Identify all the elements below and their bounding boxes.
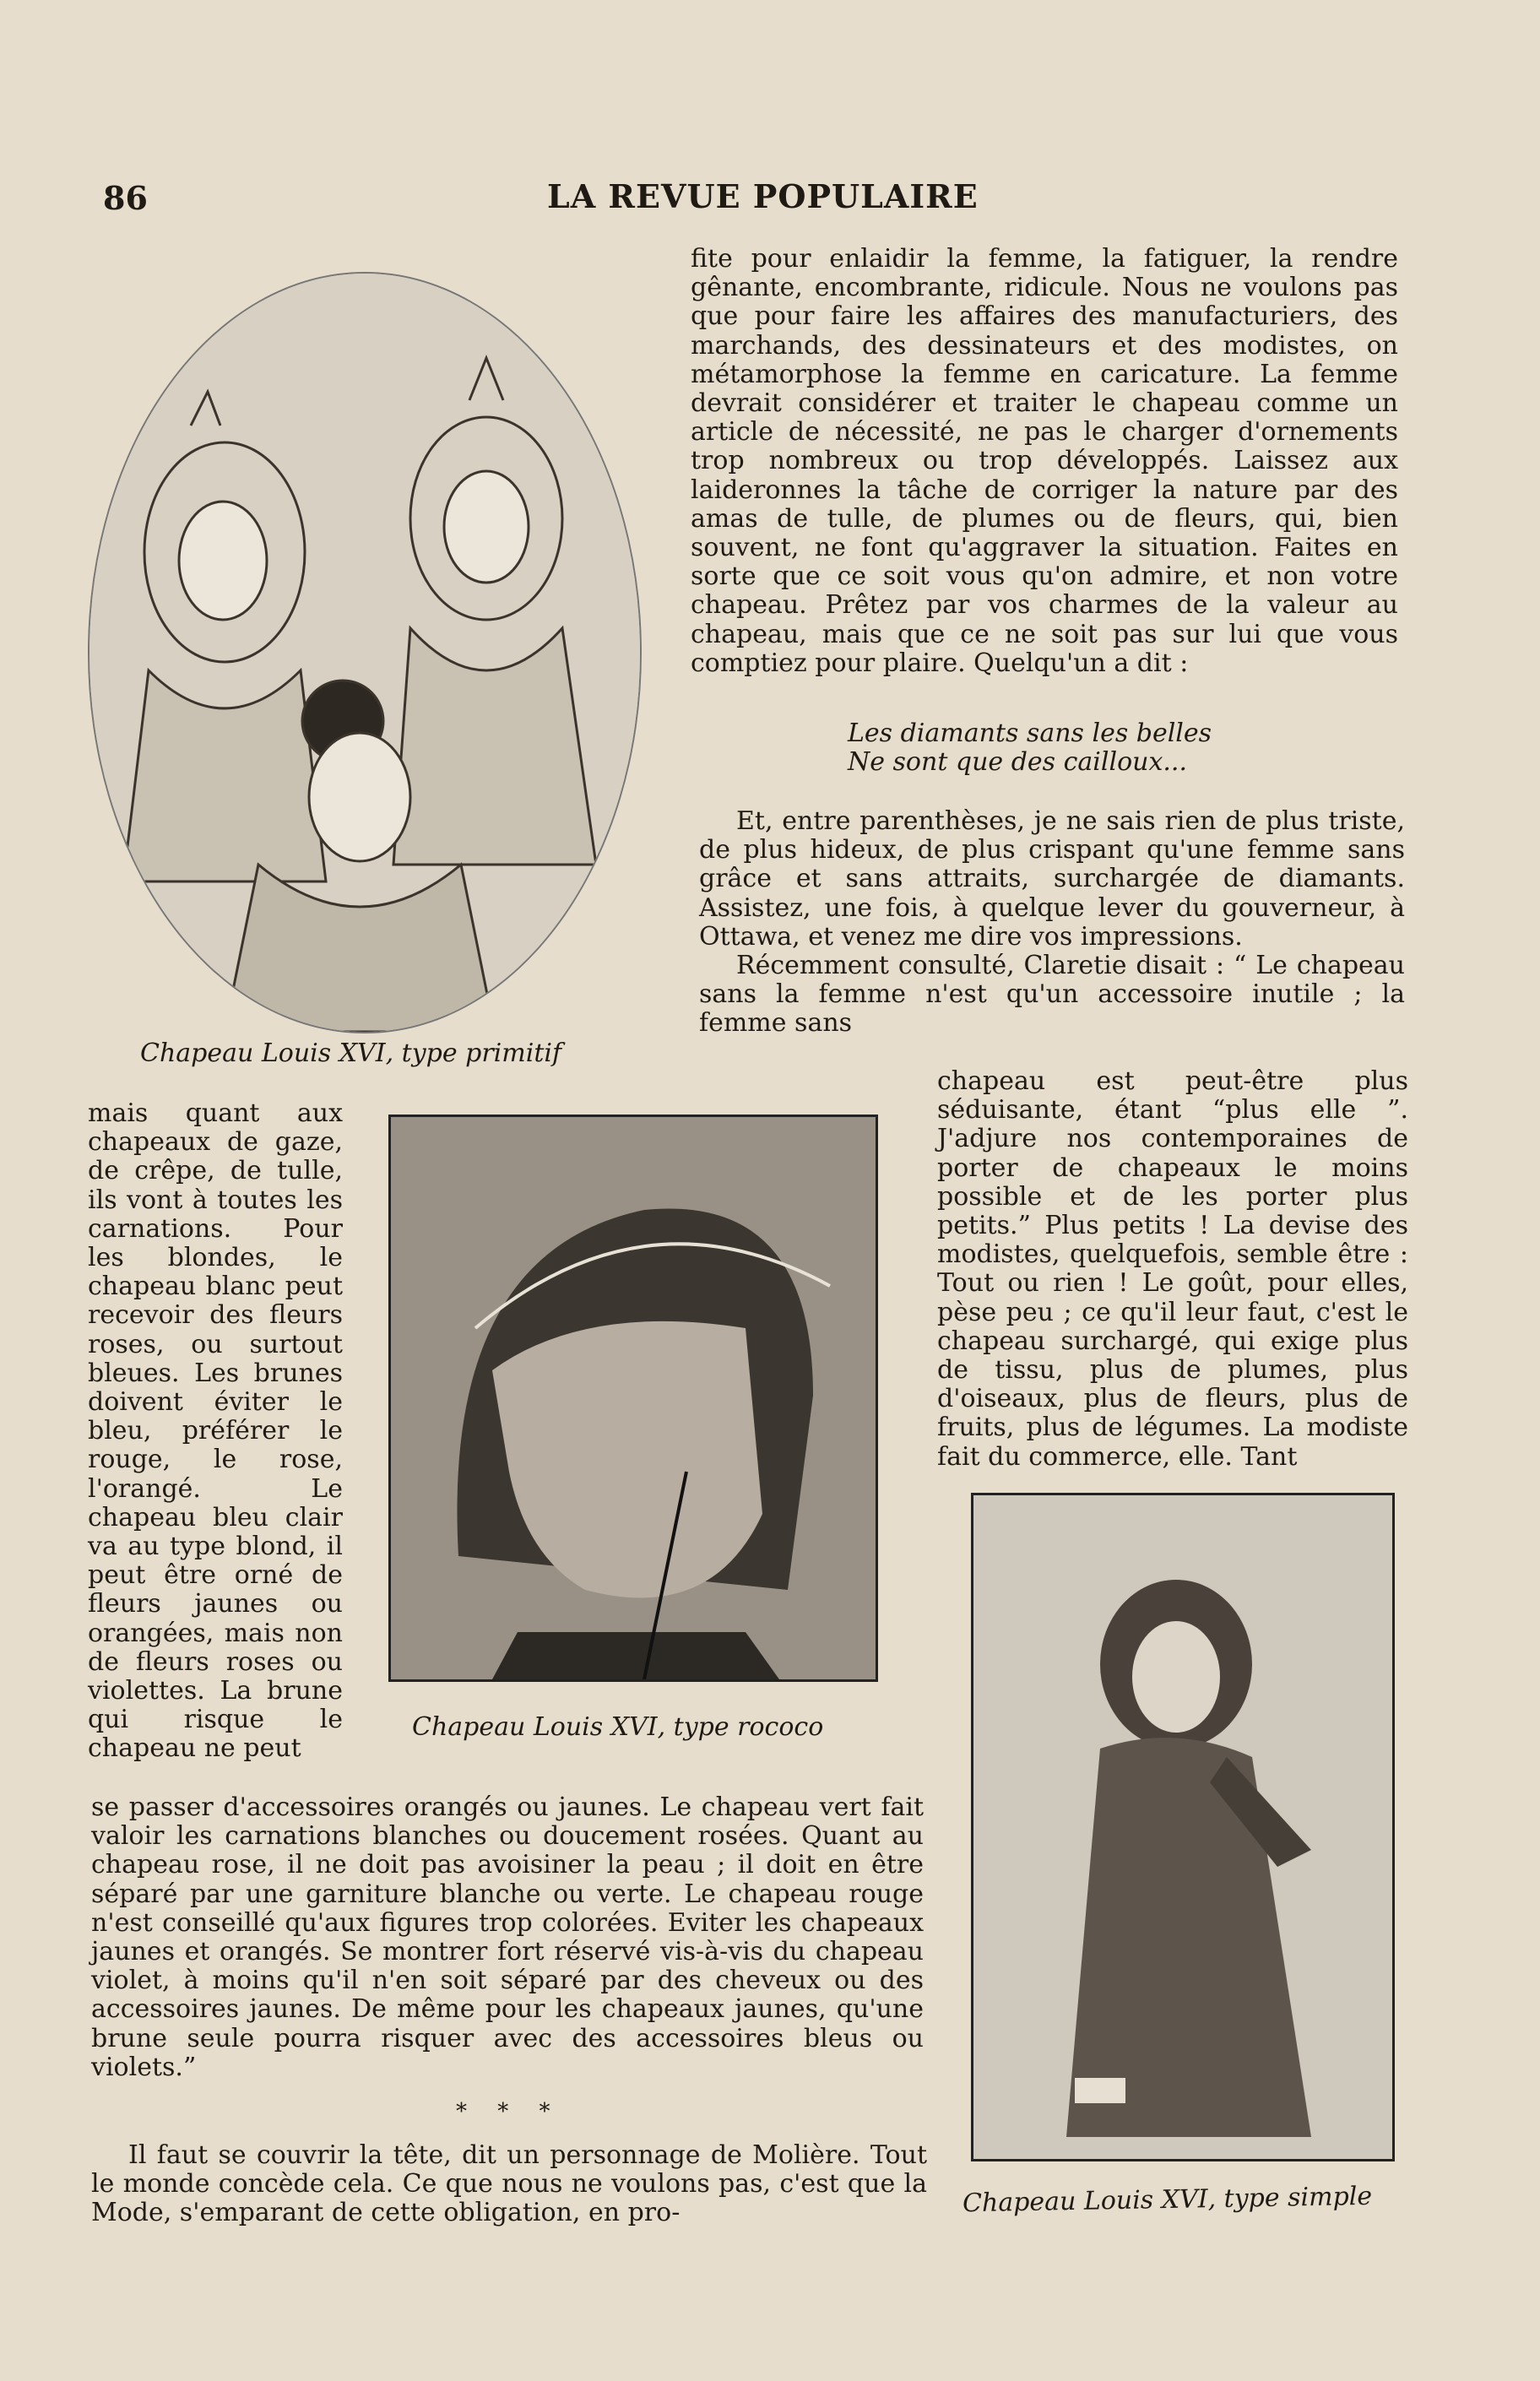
right-column-top — [691, 245, 1398, 678]
paragraph: fite pour enlaidir la femme, la fatiguer, la rendre gênante, encombrante, ridicule. Nous ne voulons pas que pour faire les affaires des manufacturiers, des marchands, des dessinateurs et des modistes, on métamorphose la femme en caricature. La femme devrait considérer et traiter le chapeau comme un article de nécessité, ne pas le charger d'ornements trop nombreux ou trop développés. Laissez aux laideronnes la tâche de corriger la nature par des amas de tulle, de plumes ou de fleurs, qui, bien souvent, ne font qu'aggraver la situation. Faites en sorte que ce soit vous qu'on admire, et non votre chapeau. Prêtez par vos charmes de la valeur au chapeau, mais que ce ne soit pas sur lui que vous comptiez pour plaire. Quelqu'un a dit : — [691, 244, 1398, 678]
quote-line: Les diamants sans les belles — [848, 719, 1212, 748]
caption-rococo: Chapeau Louis XVI, type rococo — [412, 1712, 824, 1742]
paragraph: se passer d'accessoires orangés ou jaunes. Le chapeau vert fait valoir les carnations blanches ou doucement rosées. Quant au chapeau rose, il ne doit pas avoisiner la peau ; il doit en être séparé par une garniture blanche ou verte. Le chapeau rouge n'est conseillé qu'aux figures trop colorées. Eviter les chapeaux jaunes et orangés. Se montrer fort réservé vis-à-vis du chapeau violet, à moins qu'il n'en soit séparé par des cheveux ou des accessoires jaunes. De même pour les chapeaux jaunes, qu'une brune seule pourra risquer avec des accessoires bleus ou violets.” — [91, 1793, 924, 2082]
engraving-illustration — [89, 274, 640, 1032]
caption-oval: Chapeau Louis XVI, type primitif — [140, 1039, 562, 1068]
quote-line: Ne sont que des cailloux... — [848, 747, 1187, 777]
simple-photo — [973, 1495, 1392, 2159]
bottom-wide-text — [91, 1793, 924, 2082]
rococo-photo-figure — [388, 1115, 878, 1682]
quote-block — [848, 719, 1212, 777]
section-separator: * * * — [456, 2099, 562, 2124]
paragraph: mais quant aux chapeaux de gaze, de crêpe, de tulle, ils vont à toutes les carnations. Pour les blondes, le chapeau blanc peut recevoir des fleurs roses, ou surtout bleues. Les brunes doivent éviter le bleu, préférer le rouge, le rose, l'orangé. Le chapeau bleu clair va au type blond, il peut être orné de fleurs jaunes ou orangées, mais non de fleurs roses ou violettes. La brune qui risque le chapeau ne peut — [88, 1098, 343, 1764]
simple-photo-figure — [971, 1493, 1395, 2161]
journal-title: LA REVUE POPULAIRE — [547, 177, 979, 215]
caption-simple: Chapeau Louis XVI, type simple — [962, 2181, 1373, 2219]
paragraph: Et, entre parenthèses, je ne sais rien de plus triste, de plus hideux, de plus crispant qu'une femme sans grâce et sans attraits, surchargée de diamants. Assistez, une fois, à quelque lever du gouverneur, à Ottawa, et venez me dire vos impressions. — [699, 806, 1405, 952]
paragraph: Il faut se couvrir la tête, dit un personnage de Molière. Tout le monde concède cela. Ce que nous ne voulons pas, c'est que la Mode, s'emparant de cette obligation, en pro- — [91, 2140, 927, 2228]
page-number: 86 — [103, 179, 148, 217]
paragraph: chapeau est peut-être plus séduisante, étant “plus elle ”. J'adjure nos contemporaines de porter de chapeaux le moins possible et de les porter plus petits.” Plus petits ! La devise des modistes, quelquefois, semble être : Tout ou rien ! Le goût, pour elles, pèse peu ; ce qu'il leur faut, c'est le chapeau surchargé, qui exige plus de tissu, plus de plumes, plus d'oiseaux, plus de fleurs, plus de fruits, plus de légumes. La modiste fait du commerce, elle. Tant — [937, 1066, 1408, 1472]
right-column-narrow — [937, 1067, 1408, 1472]
final-paragraph-block — [91, 2141, 927, 2228]
right-column-mid — [699, 807, 1405, 1039]
left-column-narrow — [88, 1099, 343, 1764]
rococo-photo — [391, 1117, 876, 1679]
oval-engraving-figure — [88, 272, 642, 1033]
paragraph: Récemment consulté, Claretie disait : “ Le chapeau sans la femme n'est qu'un accessoire inutile ; la femme sans — [699, 951, 1405, 1039]
